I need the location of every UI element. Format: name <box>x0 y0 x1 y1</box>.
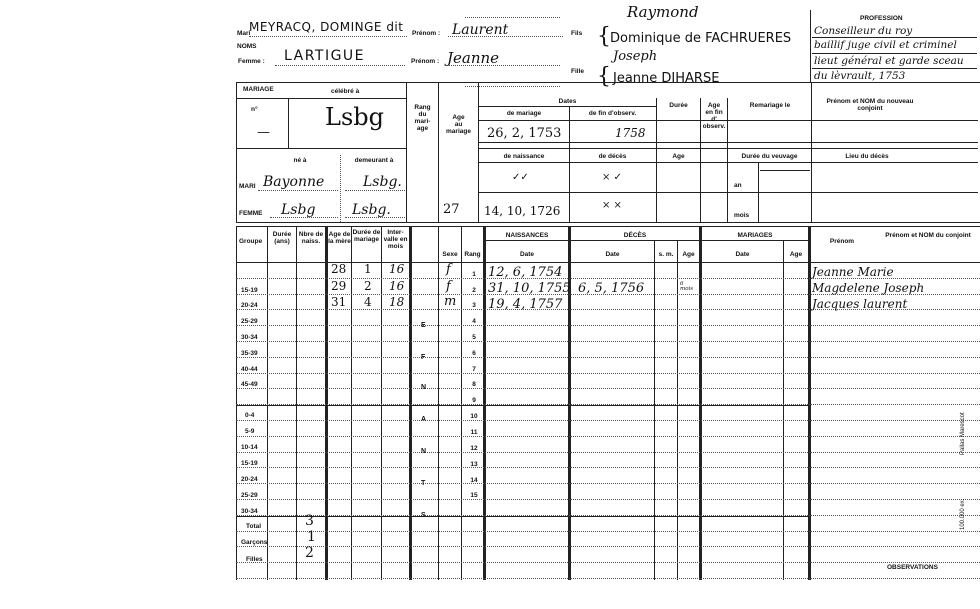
deces-section-label: DÉCÈS <box>623 232 647 239</box>
date-fin-value: 1758 <box>615 126 646 140</box>
rang-du-mariage-label: Rang du mari- age <box>414 104 431 132</box>
femme-row-label: FEMME <box>239 210 263 217</box>
naissances-label: NAISSANCES <box>505 232 549 239</box>
child-1-duree: 1 <box>364 262 372 276</box>
child-2-age-mere: 29 <box>331 279 347 293</box>
table-row-line <box>236 483 980 484</box>
mari-birthplace: Bayonne <box>263 174 325 190</box>
mariages-age-label: Age <box>789 251 803 258</box>
group-label-15-19: 15-19 <box>241 287 258 294</box>
mari-row-label: MARI <box>239 183 256 190</box>
profession-line-1: Conseilleur du roy <box>814 25 913 37</box>
lieu-deces-label: Lieu du décès <box>845 153 889 160</box>
table-row-line <box>236 357 980 358</box>
vertical-letter-n2: N <box>421 448 427 455</box>
de-mariage-label: de mariage <box>506 110 542 117</box>
child-2-sexe: f <box>446 279 451 294</box>
mariages-date-label: Date <box>735 251 750 258</box>
femme-naissance: 14, 10, 1726 <box>484 204 561 218</box>
group-label-20-24: 20-24 <box>241 302 258 309</box>
vertical-letter-s: S <box>421 512 426 519</box>
profession-line-4: du lèvrault, 1753 <box>814 70 906 82</box>
mariage-number: — <box>257 125 270 140</box>
table-row-line <box>236 420 980 421</box>
rank-12: 12 <box>470 445 478 452</box>
rank-14: 14 <box>470 477 478 484</box>
mari-deces: × ✓ <box>602 172 622 183</box>
child-2-duree: 2 <box>364 279 372 293</box>
child-1-age-mere: 28 <box>331 262 347 276</box>
femme-birthplace: Lsbg <box>281 202 316 218</box>
group-label-25-29-b: 25-29 <box>241 492 258 499</box>
child-3-age-mere: 31 <box>331 295 347 309</box>
mariage-place: Lsbg <box>325 103 384 131</box>
husband-surname: MEYRACQ, DOMINGE dit <box>249 20 404 34</box>
total-label: Total <box>246 523 262 530</box>
husband-first-name: Laurent <box>452 22 509 38</box>
rank-6: 6 <box>472 350 476 357</box>
printer-mark: Pallas Marescot <box>960 412 966 455</box>
prenom-label: Prénom <box>829 238 855 245</box>
mother-brace: { <box>597 64 611 89</box>
duree-label: Durée <box>669 102 688 109</box>
rank-5: 5 <box>472 334 476 341</box>
mother-name: Jeanne DIHARSE <box>613 71 720 86</box>
table-row-line <box>236 388 980 389</box>
child-2-intervalle: 16 <box>389 279 405 293</box>
vertical-letter-t: T <box>421 480 426 487</box>
profession-label: PROFESSION <box>860 15 903 22</box>
rank-13: 13 <box>470 461 478 468</box>
child-1-intervalle: 16 <box>389 262 405 276</box>
nouveau-conjoint-label: Prénom et NOM du nouveau conjoint <box>826 98 914 112</box>
garcons-label: Garçons <box>241 539 268 546</box>
group-label-0-4: 0-4 <box>245 412 255 419</box>
table-row-line <box>236 436 980 437</box>
child-2-death: 6, 5, 1756 <box>578 281 645 296</box>
profession-line-3: lieut général et garde sceau <box>814 55 964 67</box>
sexe-label: Sexe <box>442 251 458 258</box>
rank-4: 4 <box>472 318 476 325</box>
table-row-line <box>236 373 980 374</box>
age-fin-observ-label: Age en fin d' observ. <box>702 102 726 130</box>
group-label-25-29: 25-29 <box>241 318 258 325</box>
table-row-line <box>236 578 980 579</box>
femme-age: 27 <box>443 202 460 217</box>
wife-surname: LARTIGUE <box>284 48 366 64</box>
age-au-mariage-label: Age au mariage <box>446 114 471 135</box>
rank-11: 11 <box>470 429 478 436</box>
child-2-prenom: Magdelene Joseph <box>812 281 925 295</box>
group-label-20-24-b: 20-24 <box>241 476 258 483</box>
groupe-label: Groupe <box>239 238 263 245</box>
group-label-40-44: 40-44 <box>241 366 258 373</box>
vertical-letter-f: F <box>421 354 426 361</box>
father-extra-second-name: Joseph <box>613 49 658 64</box>
filles-value: 2 <box>305 545 314 561</box>
group-label-30-34-b: 30-34 <box>241 508 258 515</box>
filles-label: Filles <box>246 556 263 563</box>
noms-label: NOMS <box>237 43 257 50</box>
rank-2: 2 <box>472 287 476 294</box>
table-row-line <box>236 325 980 326</box>
naissance-date-label: Date <box>519 251 535 258</box>
child-3-duree: 4 <box>364 295 372 309</box>
mois-label: mois <box>734 212 750 219</box>
rank-10: 10 <box>470 413 478 420</box>
child-1-birth: 12, 6, 1754 <box>488 265 563 280</box>
naissance-label: de naissance <box>503 153 545 160</box>
fils-label: Fils <box>571 30 583 37</box>
conjoint-label: Prénom et NOM du conjoint <box>885 232 971 239</box>
child-3-birth: 19, 4, 1757 <box>488 297 563 312</box>
rang-label: Rang <box>464 251 481 258</box>
child-2-age: 6 mois <box>680 281 694 292</box>
age-mere-label: Age de la mère <box>328 231 351 245</box>
table-total-divider <box>236 516 808 517</box>
rank-8: 8 <box>472 381 476 388</box>
rank-3: 3 <box>472 302 476 309</box>
group-label-5-9: 5-9 <box>245 428 255 435</box>
ne-a-label: né à <box>293 157 307 164</box>
wife-prenom-label: Prénom : <box>411 58 440 65</box>
group-label-10-14: 10-14 <box>241 444 258 451</box>
husband-prenom-label: Prénom : <box>412 30 441 37</box>
vertical-letter-e: E <box>421 322 426 329</box>
table-section-divider <box>236 405 808 406</box>
vertical-letter-a: A <box>421 416 427 423</box>
child-3-sexe: m <box>444 294 457 309</box>
father-extra-name: Raymond <box>627 3 699 21</box>
an-label: an <box>734 182 742 189</box>
celebre-label: célébré à <box>331 88 360 95</box>
father-brace: { <box>597 24 611 49</box>
wife-first-name: Jeanne <box>447 49 500 67</box>
mari-label: Mari <box>237 30 251 37</box>
table-row-line <box>236 531 980 532</box>
demeurant-label: demeurant à <box>354 157 394 164</box>
child-1-prenom: Jeanne Marie <box>812 265 894 279</box>
fin-observ-label: de fin d'observ. <box>588 110 637 117</box>
child-2-birth: 31, 10, 1755 <box>488 281 571 296</box>
mariage-section-label: MARIAGE <box>243 86 274 93</box>
group-label-30-34: 30-34 <box>241 334 258 341</box>
rank-7: 7 <box>472 366 476 373</box>
mari-naissance: ✓✓ <box>512 172 529 183</box>
table-row-line <box>236 562 980 563</box>
age-col-label: Age <box>672 153 685 160</box>
rank-1: 1 <box>472 271 476 278</box>
mari-residence: Lsbg. <box>363 174 402 190</box>
numero-label: n° <box>251 106 258 113</box>
group-label-35-39: 35-39 <box>241 350 258 357</box>
femme-deces: × × <box>602 200 622 211</box>
mariages-label: MARIAGES <box>737 232 773 239</box>
father-name: Dominique de FACHRUERES <box>610 31 792 46</box>
dates-label: Dates <box>558 98 577 105</box>
remariage-label: Remariage le <box>749 102 791 109</box>
duree-ans-label: Durée (ans) <box>272 231 292 245</box>
group-label-15-19-b: 15-19 <box>241 460 258 467</box>
deces-label: de décès <box>598 153 627 160</box>
child-3-prenom: Jacques laurent <box>812 297 908 311</box>
table-row-line <box>236 499 980 500</box>
group-label-45-49: 45-49 <box>241 381 258 388</box>
profession-line-2: baillif juge civil et criminel <box>814 39 957 51</box>
fille-label: Fille <box>571 68 585 75</box>
deces-age-label: Age <box>682 251 695 258</box>
table-row-line <box>236 467 980 468</box>
observations-label: OBSERVATIONS <box>887 564 938 571</box>
table-row-line <box>236 341 980 342</box>
nbre-naiss-label: Nbre de naiss. <box>298 231 324 245</box>
intervalle-label: Inter-valle en mois <box>383 229 408 250</box>
deces-date-label: Date <box>605 251 620 258</box>
copies-mark: 100.000 ex. <box>960 498 966 530</box>
child-1-sexe: f <box>446 262 451 277</box>
duree-mariage-label: Durée de mariage <box>352 229 381 243</box>
rank-15: 15 <box>470 492 478 499</box>
table-row-line <box>236 546 980 547</box>
veuvage-label: Durée du veuvage <box>741 153 798 160</box>
total-value: 3 <box>305 513 314 529</box>
garcons-value: 1 <box>307 529 316 545</box>
table-row-line <box>236 452 980 453</box>
date-mariage-value: 26, 2, 1753 <box>487 126 562 141</box>
vertical-letter-n1: N <box>421 384 427 391</box>
femme-label: Femme : <box>238 58 265 65</box>
sm-label: s. m. <box>658 251 674 258</box>
child-3-intervalle: 18 <box>389 295 405 309</box>
rank-9: 9 <box>472 397 476 404</box>
femme-residence: Lsbg. <box>352 202 391 218</box>
